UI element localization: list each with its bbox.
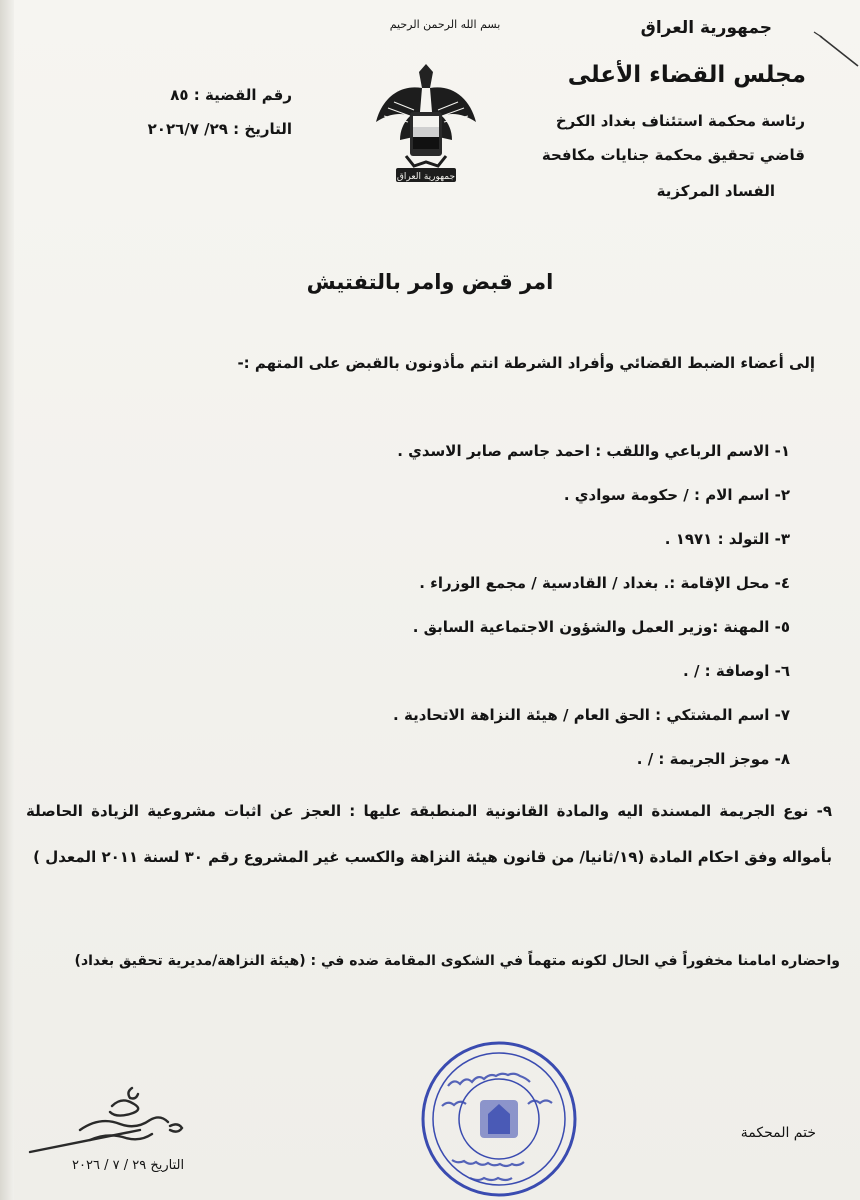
page-edge-shadow — [0, 0, 14, 1200]
document-title: امر قبض وامر بالتفتيش — [306, 270, 554, 294]
header-council: مجلس القضاء الأعلى — [567, 62, 806, 88]
item-complainant: ٧- اسم المشتكي : الحق العام / هيئة النزاهة الاتحادية . — [393, 706, 790, 724]
court-seal-label: ختم المحكمة — [740, 1125, 816, 1141]
court-seal-stamp-icon — [418, 1038, 580, 1200]
item-full-name: ١- الاسم الرباعي واللقب : احمد جاسم صابر الاسدي . — [397, 442, 790, 460]
item-profession: ٥- المهنة :وزير العمل والشؤون الاجتماعية السابق . — [412, 618, 790, 636]
header-presidency: رئاسة محكمة استئناف بغداد الكرخ — [555, 112, 805, 130]
case-number: رقم القضية : ٨٥ — [170, 86, 292, 104]
bring-order: واحضاره امامنا مخفوراً في الحال لكونه متهماً في الشكوى المقامة ضده في : (هيئة النزاهة/مديرية تحقيق بغداد) — [74, 953, 840, 969]
pencil-mark — [800, 28, 860, 78]
item-residence: ٤- محل الإقامة :. بغداد / القادسية / مجمع الوزراء . — [419, 574, 790, 592]
item-crime-summary: ٨- موجز الجريمة : / . — [636, 750, 790, 768]
item-crime-type: ٩- نوع الجريمة المسندة اليه والمادة القانونية المنطبقة عليها : العجز عن اثبات مشروعية الزيادة الحاصلة بأمواله وفق احكام المادة (١٩/ثانيا/ من قانون هيئة النزاهة والكسب غير المشروع رقم ٣٠ لسنة ٢٠١١ المعدل ) — [26, 802, 832, 866]
signature-date: التاريخ ٢٩ / ٧ / ٢٠٢٦ — [72, 1158, 185, 1173]
item-birth-year: ٣- التولد : ١٩٧١ . — [664, 530, 790, 548]
header-judge-line1: قاضي تحقيق محكمة جنايات مكافحة — [541, 146, 805, 164]
item-description: ٦- اوصافة : / . — [683, 662, 790, 680]
iraq-eagle-emblem-icon — [370, 58, 482, 188]
intro-line: إلى أعضاء الضبط القضائي وأفراد الشرطة انتم مأذونون بالقبض على المتهم :- — [237, 354, 815, 372]
item-mother-name: ٢- اسم الام : / حكومة سوادي . — [563, 486, 790, 504]
document-date: التاريخ : ٢٩/ ٢٠٢٦/٧ — [147, 120, 292, 138]
emblem-banner-text: جمهورية العراق — [396, 172, 456, 182]
basmala: بسم الله الرحمن الرحيم — [389, 18, 501, 31]
header-judge-line2: الفساد المركزية — [656, 182, 775, 200]
judge-signature — [20, 1080, 220, 1160]
header-country: جمهورية العراق — [640, 18, 772, 38]
